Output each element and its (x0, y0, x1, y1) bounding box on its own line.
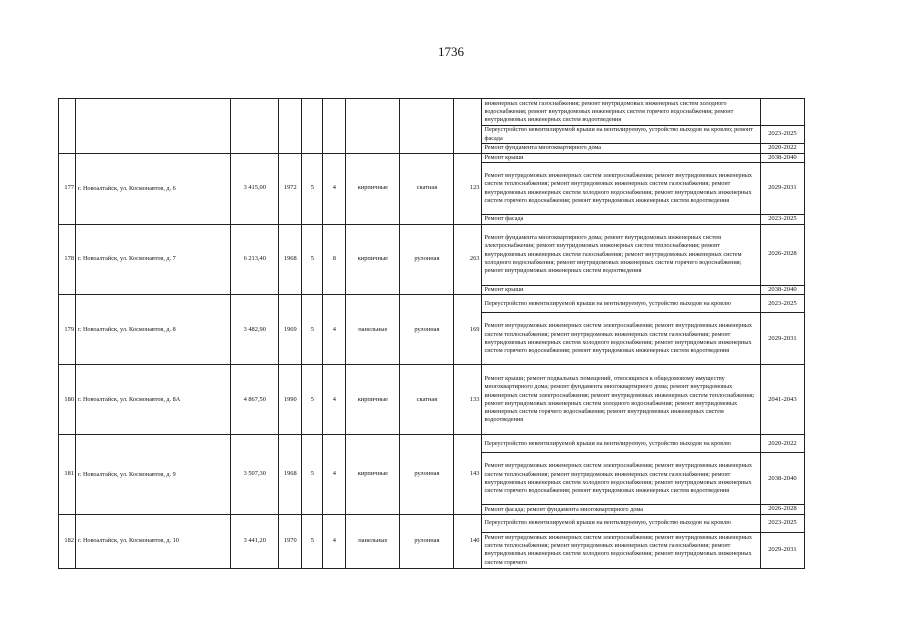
cell-entrances: 8 (323, 224, 346, 295)
cell-entrances: 4 (323, 153, 346, 224)
cell-work-period (760, 99, 804, 126)
table-row (59, 365, 805, 435)
cell-work-description: Переустройство невентилируемой крыши на вентилируемую, устройство выходов на кровлю (482, 295, 760, 313)
cell-work-period: 2029-2031 (760, 313, 804, 365)
cell-walls: панельные (346, 514, 400, 568)
cell-no: 182 (59, 514, 76, 568)
cell-work-description: Ремонт внутридомовых инженерных систем электроснабжения; ремонт внутридомовых инженерных систем теплоснабжения; ремонт внутридомовых инженерных систем газоснабжения; ремонт внутридомовых инженерных систем холодного водоснабжения; ремонт внутридомовых инженерных систем горячего водоснабжения; ремонт внутридомовых инженерных систем водоотведения (482, 453, 760, 505)
page-number: 1736 (438, 44, 464, 59)
cell-work-description: Ремонт крыши (482, 285, 760, 295)
cell-address: г. Новоалтайск, ул. Космонавтов, д. 10 (76, 514, 231, 568)
cell-walls: кирпичные (346, 435, 400, 515)
cell-no: 178 (59, 224, 76, 295)
cell-work-period: 2026-2028 (760, 505, 804, 515)
table-row (59, 435, 805, 453)
cell-address: г. Новоалтайск, ул. Космонавтов, д. 8А (76, 365, 231, 435)
cell-work-period: 2020-2022 (760, 144, 804, 154)
cell-floors: 5 (302, 224, 323, 295)
cell-work-period: 2041-2043 (760, 365, 804, 435)
table-row (59, 514, 805, 532)
cell-floors: 5 (302, 295, 323, 365)
cell-no: 181 (59, 435, 76, 515)
cell-roof: рулонная (400, 295, 454, 365)
cell-entrances: 4 (323, 365, 346, 435)
cell-roof: скатная (400, 153, 454, 224)
cell-walls (346, 99, 400, 154)
cell-apartments: 143 (454, 435, 482, 515)
cell-roof: рулонная (400, 435, 454, 515)
cell-no: 177 (59, 153, 76, 224)
cell-entrances: 4 (323, 514, 346, 568)
cell-area: 3 441,20 (231, 514, 279, 568)
cell-area: 3 482,90 (231, 295, 279, 365)
cell-apartments: 123 (454, 153, 482, 224)
cell-walls: кирпичные (346, 153, 400, 224)
cell-work-description: Ремонт крыши (482, 153, 760, 163)
cell-year: 1968 (279, 224, 302, 295)
cell-work-period: 2038-2040 (760, 285, 804, 295)
cell-entrances (323, 99, 346, 154)
table-row (59, 153, 805, 163)
cell-year (279, 99, 302, 154)
cell-work-description: Ремонт фундамента многоквартирного дома; ремонт внутридомовых инженерных систем электроснабжения; ремонт внутридомовых инженерных систем теплоснабжения; ремонт внутридомовых инженерных систем газоснабжения; ремонт внутридомовых инженерных систем холодного водоснабжения; ремонт внутридомовых инженерных систем горячего водоснабжения; ремонт внутридомовых инженерных систем водоотведения (482, 224, 760, 285)
cell-work-period: 2020-2022 (760, 435, 804, 453)
cell-apartments: 169 (454, 295, 482, 365)
cell-work-description: Переустройство невентилируемой крыши на вентилируемую, устройство выходов на кровлю (482, 514, 760, 532)
cell-walls: кирпичные (346, 365, 400, 435)
table-row (59, 99, 805, 126)
cell-floors: 5 (302, 514, 323, 568)
cell-work-period: 2029-2031 (760, 532, 804, 568)
cell-entrances: 4 (323, 435, 346, 515)
cell-roof (400, 99, 454, 154)
cell-apartments: 263 (454, 224, 482, 295)
cell-roof: рулонная (400, 224, 454, 295)
cell-floors: 5 (302, 365, 323, 435)
cell-entrances: 4 (323, 295, 346, 365)
cell-work-description: инженерных систем газоснабжения; ремонт внутридомовых инженерных систем холодного водоснабжения; ремонт внутридомовых инженерных систем горячего водоснабжения; ремонт внутридомовых инженерных систем водоотведения (482, 99, 760, 126)
repair-program-table (58, 98, 805, 569)
cell-roof: скатная (400, 365, 454, 435)
table-row (59, 295, 805, 313)
cell-area (231, 99, 279, 154)
cell-area: 4 867,50 (231, 365, 279, 435)
cell-year: 1969 (279, 295, 302, 365)
cell-no: 179 (59, 295, 76, 365)
cell-year: 1972 (279, 153, 302, 224)
cell-year: 1990 (279, 365, 302, 435)
cell-address: г. Новоалтайск, ул. Космонавтов, д. 6 (76, 153, 231, 224)
cell-work-description: Ремонт фасада; ремонт фундамента многоквартирного дома (482, 505, 760, 515)
cell-work-period: 2023-2025 (760, 126, 804, 144)
cell-area: 3 415,00 (231, 153, 279, 224)
cell-roof: рулонная (400, 514, 454, 568)
table-row (59, 224, 805, 285)
cell-apartments: 133 (454, 365, 482, 435)
cell-walls: панельные (346, 295, 400, 365)
cell-address (76, 99, 231, 154)
cell-work-period: 2029-2031 (760, 163, 804, 215)
cell-work-description: Ремонт внутридомовых инженерных систем электроснабжения; ремонт внутридомовых инженерных систем теплоснабжения; ремонт внутридомовых инженерных систем газоснабжения; ремонт внутридомовых инженерных систем холодного водоснабжения; ремонт внутридомовых инженерных систем горячего (482, 532, 760, 568)
cell-work-period: 2038-2040 (760, 153, 804, 163)
cell-work-description: Переустройство невентилируемой крыши на вентилируемую, устройство выходов на кровлю (482, 435, 760, 453)
cell-work-period: 2026-2028 (760, 224, 804, 285)
cell-work-description: Ремонт внутридомовых инженерных систем электроснабжения; ремонт внутридомовых инженерных систем теплоснабжения; ремонт внутридомовых инженерных систем газоснабжения; ремонт внутридомовых инженерных систем холодного водоснабжения; ремонт внутридомовых инженерных систем горячего водоснабжения; ремонт внутридомовых инженерных систем водоотведения (482, 313, 760, 365)
cell-address: г. Новоалтайск, ул. Космонавтов, д. 7 (76, 224, 231, 295)
cell-work-description: Ремонт фундамента многоквартирного дома (482, 144, 760, 154)
cell-apartments: 140 (454, 514, 482, 568)
cell-work-period: 2023-2025 (760, 514, 804, 532)
cell-address: г. Новоалтайск, ул. Космонавтов, д. 9 (76, 435, 231, 515)
cell-work-description: Переустройство невентилируемой крыши на вентилируемую, устройство выходов на кровлю; ремонт фасада (482, 126, 760, 144)
cell-area: 3 507,30 (231, 435, 279, 515)
cell-year: 1968 (279, 435, 302, 515)
cell-floors: 5 (302, 153, 323, 224)
cell-address: г. Новоалтайск, ул. Космонавтов, д. 8 (76, 295, 231, 365)
cell-area: 6 213,40 (231, 224, 279, 295)
cell-floors (302, 99, 323, 154)
cell-no (59, 99, 76, 154)
cell-work-description: Ремонт фасада (482, 215, 760, 225)
cell-year: 1970 (279, 514, 302, 568)
cell-work-period: 2023-2025 (760, 215, 804, 225)
cell-work-period: 2023-2025 (760, 295, 804, 313)
cell-work-description: Ремонт крыши; ремонт подвальных помещений, относящихся к общедомовому имуществу многоквартирного дома; ремонт фундамента многоквартирного дома; ремонт внутридомовых инженерных систем электроснабжения; ремонт внутридомовых инженерных систем теплоснабжения; ремонт внутридомовых инженерных систем холодного водоснабжения; ремонт внутридомовых инженерных систем горячего водоснабжения; ремонт внутридомовых инженерных систем водоотведения (482, 365, 760, 435)
cell-work-period: 2038-2040 (760, 453, 804, 505)
cell-no: 180 (59, 365, 76, 435)
cell-apartments (454, 99, 482, 154)
cell-work-description: Ремонт внутридомовых инженерных систем электроснабжения; ремонт внутридомовых инженерных систем теплоснабжения; ремонт внутридомовых инженерных систем газоснабжения; ремонт внутридомовых инженерных систем холодного водоснабжения; ремонт внутридомовых инженерных систем горячего водоснабжения; ремонт внутридомовых инженерных систем водоотведения (482, 163, 760, 215)
cell-floors: 5 (302, 435, 323, 515)
cell-walls: кирпичные (346, 224, 400, 295)
